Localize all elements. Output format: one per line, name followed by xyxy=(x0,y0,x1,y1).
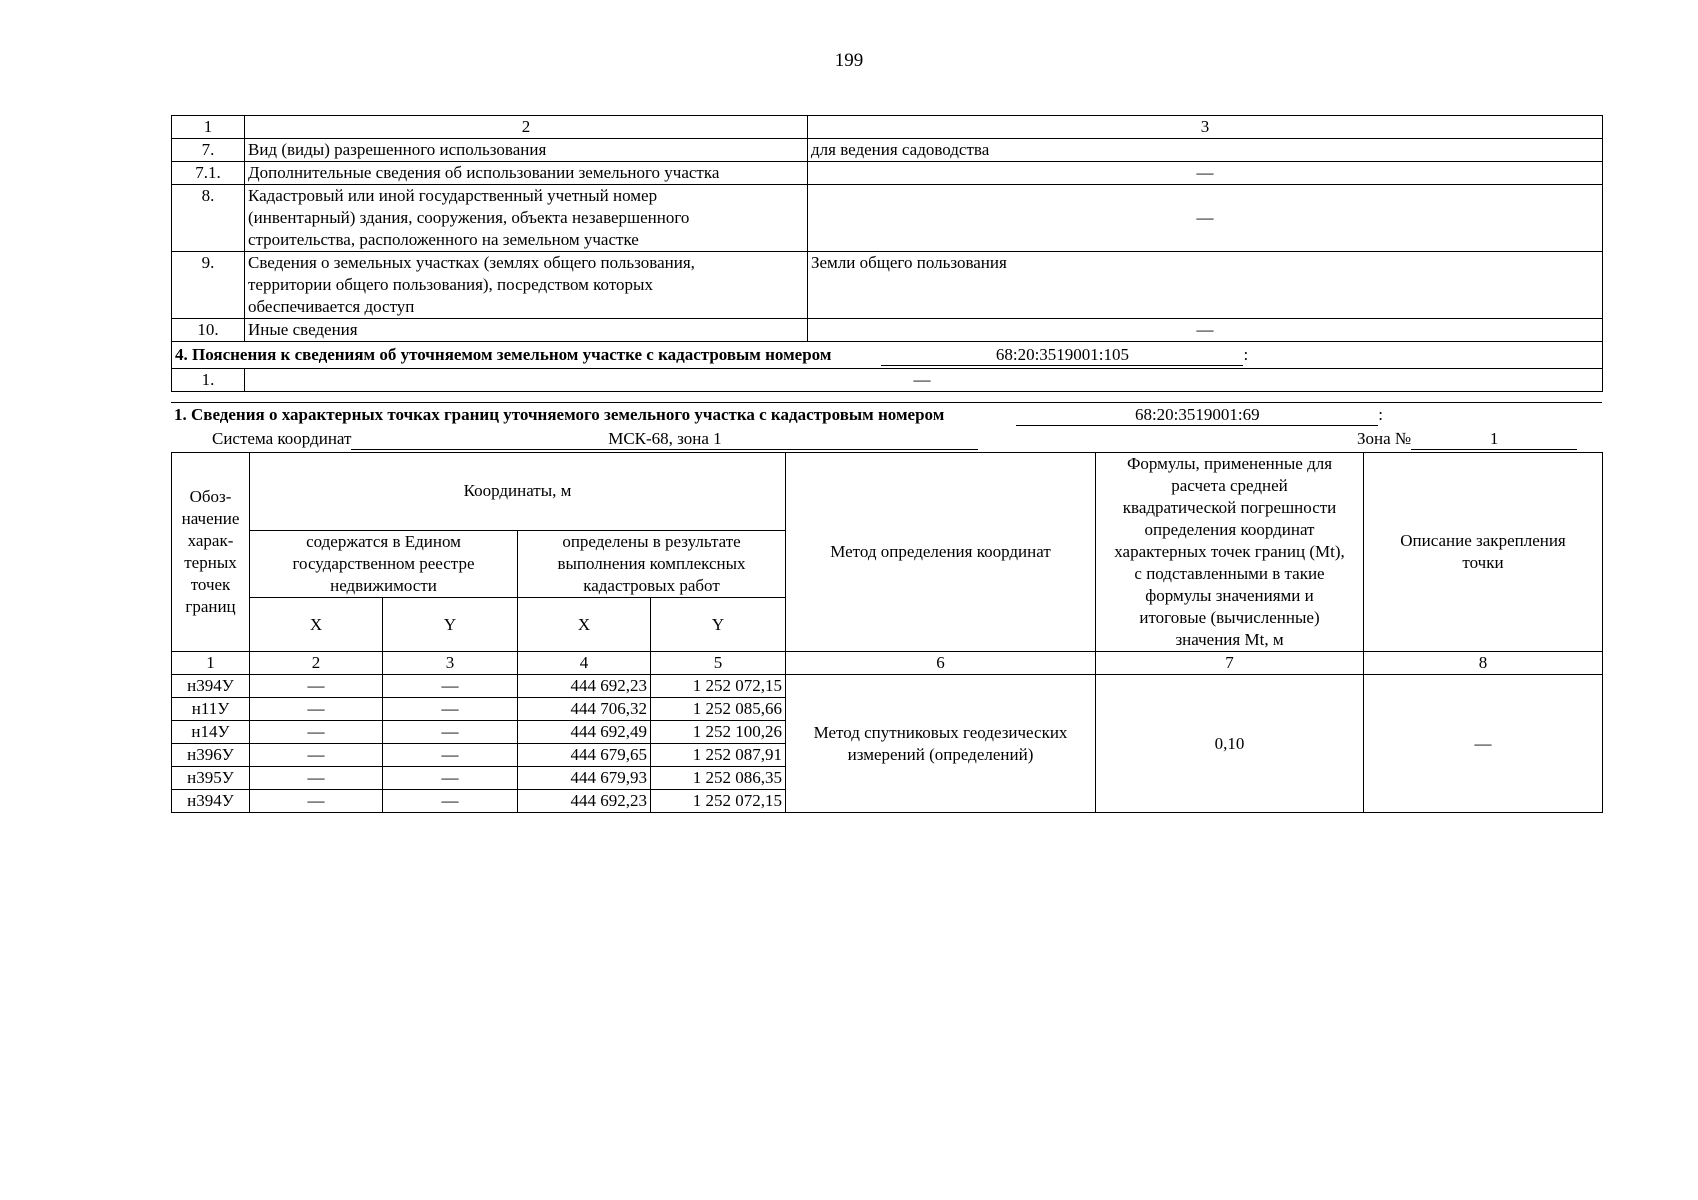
boundary-points-table xyxy=(171,452,1603,813)
header-line: начение xyxy=(181,509,240,528)
header-y-kkr: Y xyxy=(651,598,786,652)
section1-heading xyxy=(171,402,1602,453)
table-row xyxy=(172,252,1603,319)
y-kkr: 1 252 072,15 xyxy=(651,675,786,698)
section4-colon: : xyxy=(1243,345,1249,364)
x-egrn: — xyxy=(250,721,383,744)
row-number: 10. xyxy=(172,319,245,342)
row-label-line: Сведения о земельных участках (землях общего пользования, xyxy=(248,253,695,272)
method-line: Метод спутниковых геодезических xyxy=(813,722,1068,742)
header-description xyxy=(1364,453,1603,652)
header-col-2: 2 xyxy=(245,116,808,139)
column-number: 3 xyxy=(383,652,518,675)
header-y-egrn: Y xyxy=(383,598,518,652)
table-row xyxy=(172,139,1603,162)
header-coordinates: Координаты, м xyxy=(250,453,786,531)
header-line: содержатся в Едином xyxy=(306,532,461,552)
row-label xyxy=(245,185,808,252)
description-value: — xyxy=(1364,675,1603,813)
header-line: итоговые (вычисленные) xyxy=(1139,608,1320,627)
column-number: 7 xyxy=(1096,652,1364,675)
x-egrn: — xyxy=(250,698,383,721)
header-line: определения координат xyxy=(1144,520,1315,539)
mt-value: 0,10 xyxy=(1096,675,1364,813)
row-label: Вид (виды) разрешенного использования xyxy=(245,139,808,162)
header-line: точек xyxy=(190,575,231,594)
coordinate-system-line xyxy=(212,427,978,451)
header-line: расчета средней xyxy=(1171,476,1288,495)
table-row xyxy=(172,675,1603,698)
column-number: 5 xyxy=(651,652,786,675)
column-number-row xyxy=(172,652,1603,675)
row-number: 1. xyxy=(172,369,245,392)
row-label-line: обеспечивается доступ xyxy=(248,297,415,316)
row-label-line: территории общего пользования), посредством которых xyxy=(248,275,653,294)
point-name: н394У xyxy=(172,790,250,813)
row-value: Земли общего пользования xyxy=(808,252,1603,319)
header-line: точки xyxy=(1462,553,1504,572)
header-line: терных xyxy=(184,553,237,572)
x-kkr: 444 692,23 xyxy=(518,790,651,813)
row-value: — xyxy=(245,369,1603,392)
x-egrn: — xyxy=(250,767,383,790)
point-name: н11У xyxy=(172,698,250,721)
row-number: 9. xyxy=(172,252,245,319)
header-method: Метод определения координат xyxy=(786,453,1096,652)
column-number: 6 xyxy=(786,652,1096,675)
y-kkr: 1 252 072,15 xyxy=(651,790,786,813)
header-egrn xyxy=(250,530,518,598)
row-label-line: (инвентарный) здания, сооружения, объекта незавершенного xyxy=(248,208,690,227)
row-label-line: Кадастровый или иной государственный учетный номер xyxy=(248,186,658,205)
row-value: — xyxy=(808,319,1603,342)
header-line: харак- xyxy=(187,531,234,550)
header-kkr xyxy=(518,530,786,598)
row-number: 7.1. xyxy=(172,162,245,185)
header-row xyxy=(172,453,1603,531)
table-row xyxy=(172,162,1603,185)
point-name: н14У xyxy=(172,721,250,744)
y-kkr: 1 252 085,66 xyxy=(651,698,786,721)
header-line: выполнения комплексных xyxy=(557,554,746,574)
header-x-kkr: X xyxy=(518,598,651,652)
y-egrn: — xyxy=(383,767,518,790)
x-kkr: 444 692,23 xyxy=(518,675,651,698)
row-label xyxy=(245,252,808,319)
header-col-3: 3 xyxy=(808,116,1603,139)
header-formulas xyxy=(1096,453,1364,652)
header-col-1: 1 xyxy=(172,116,245,139)
table-row xyxy=(172,319,1603,342)
coordinate-system-label: Система координат xyxy=(212,429,352,448)
zone-value: 1 xyxy=(1411,429,1577,450)
section1-colon: : xyxy=(1378,405,1384,424)
section4-row xyxy=(172,342,1603,369)
section1-cadastral-number: 68:20:3519001:69 xyxy=(1016,405,1378,426)
section4-cadastral-number: 68:20:3519001:105 xyxy=(881,345,1243,366)
header-line: значения Mt, м xyxy=(1175,630,1284,649)
table-header-row xyxy=(172,116,1603,139)
header-line: Описание закрепления xyxy=(1400,531,1566,550)
y-kkr: 1 252 087,91 xyxy=(651,744,786,767)
method-line: измерений (определений) xyxy=(847,744,1034,764)
x-egrn: — xyxy=(250,675,383,698)
header-line: недвижимости xyxy=(330,576,437,596)
header-line: определены в результате xyxy=(562,532,741,552)
row-value: для ведения садоводства xyxy=(808,139,1603,162)
x-egrn: — xyxy=(250,744,383,767)
column-number: 8 xyxy=(1364,652,1603,675)
section1-title: 1. Сведения о характерных точках границ уточняемого земельного участка с кадастровым номером xyxy=(174,405,945,424)
table-row xyxy=(172,185,1603,252)
point-name: н395У xyxy=(172,767,250,790)
header-line: Формулы, примененные для xyxy=(1126,454,1333,473)
header-point-designation xyxy=(172,453,250,652)
y-egrn: — xyxy=(383,721,518,744)
y-egrn: — xyxy=(383,790,518,813)
header-x-egrn: X xyxy=(250,598,383,652)
x-egrn: — xyxy=(250,790,383,813)
x-kkr: 444 679,65 xyxy=(518,744,651,767)
land-info-table xyxy=(171,115,1603,392)
zone-line xyxy=(1357,427,1577,451)
zone-label: Зона № xyxy=(1357,429,1412,448)
y-kkr: 1 252 086,35 xyxy=(651,767,786,790)
y-egrn: — xyxy=(383,744,518,767)
row-label: Дополнительные сведения об использовании земельного участка xyxy=(245,162,808,185)
x-kkr: 444 706,32 xyxy=(518,698,651,721)
row-value: — xyxy=(808,162,1603,185)
table-row xyxy=(172,369,1603,392)
section4-title: 4. Пояснения к сведениям об уточняемом земельном участке с кадастровым номером xyxy=(175,345,832,364)
section4-heading xyxy=(172,342,1603,369)
y-kkr: 1 252 100,26 xyxy=(651,721,786,744)
header-line: государственном реестре xyxy=(292,554,475,574)
coordinate-system-value: МСК-68, зона 1 xyxy=(351,429,978,450)
point-name: н394У xyxy=(172,675,250,698)
header-line: кадастровых работ xyxy=(583,576,720,596)
row-label-line: строительства, расположенного на земельном участке xyxy=(248,230,639,249)
point-name: н396У xyxy=(172,744,250,767)
row-number: 8. xyxy=(172,185,245,252)
section1-title-line xyxy=(174,403,1383,427)
column-number: 4 xyxy=(518,652,651,675)
y-egrn: — xyxy=(383,675,518,698)
header-line: формулы значениями и xyxy=(1145,586,1314,605)
header-line: характерных точек границ (Mt), xyxy=(1114,542,1345,561)
row-label: Иные сведения xyxy=(245,319,808,342)
row-value: — xyxy=(808,185,1603,252)
page-number: 199 xyxy=(834,50,864,71)
x-kkr: 444 692,49 xyxy=(518,721,651,744)
header-line: квадратической погрешности xyxy=(1122,498,1337,517)
column-number: 1 xyxy=(172,652,250,675)
y-egrn: — xyxy=(383,698,518,721)
method-value xyxy=(786,675,1096,813)
column-number: 2 xyxy=(250,652,383,675)
row-number: 7. xyxy=(172,139,245,162)
header-line: с подставленными в такие xyxy=(1134,564,1325,583)
header-line: Обоз- xyxy=(189,487,232,506)
header-line: границ xyxy=(185,597,236,616)
x-kkr: 444 679,93 xyxy=(518,767,651,790)
